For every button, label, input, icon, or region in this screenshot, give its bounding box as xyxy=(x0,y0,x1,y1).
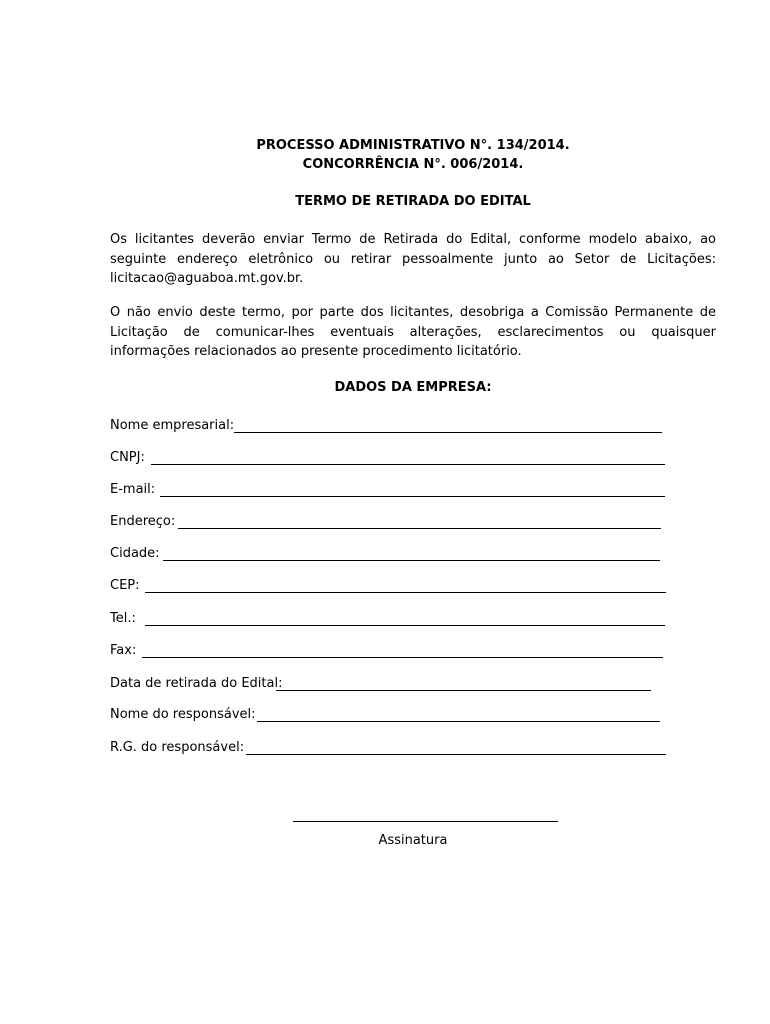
fax-label: Fax: xyxy=(110,643,137,658)
responsible-rg-label: R.G. do responsável: xyxy=(110,740,245,755)
cep-blank-line xyxy=(145,592,666,593)
fax-field xyxy=(110,641,663,661)
city-field xyxy=(110,544,660,564)
fax-blank-line xyxy=(142,657,663,658)
cnpj-label: CNPJ: xyxy=(110,450,145,465)
signature-label: Assinatura xyxy=(378,833,448,848)
cnpj-field xyxy=(110,448,665,468)
instructions-paragraph: Os licitantes deverão enviar Termo de Retirada do Edital, conforme modelo abaixo, ao seguinte endereço eletrônico ou retirar pessoalmente junto ao Setor de Licitações: licitacao@aguaboa.mt.gov.br. xyxy=(110,232,716,286)
email-blank-line xyxy=(160,496,665,497)
cep-field xyxy=(110,576,666,596)
address-blank-line xyxy=(178,528,661,529)
phone-label: Tel.: xyxy=(110,611,136,626)
competition-number-heading: CONCORRÊNCIA N°. 006/2014. xyxy=(302,157,524,172)
cep-label: CEP: xyxy=(110,578,140,593)
document-title: TERMO DE RETIRADA DO EDITAL xyxy=(295,194,531,209)
withdrawal-date-blank-line xyxy=(276,690,651,691)
email-label: E-mail: xyxy=(110,482,156,497)
withdrawal-date-label: Data de retirada do Edital: xyxy=(110,676,283,691)
city-blank-line xyxy=(163,560,660,561)
phone-blank-line xyxy=(145,625,665,626)
address-field xyxy=(110,512,661,532)
city-label: Cidade: xyxy=(110,546,160,561)
responsible-rg-field xyxy=(110,738,666,758)
withdrawal-date-field xyxy=(110,674,651,694)
phone-field xyxy=(110,609,665,629)
disclaimer-paragraph: O não envio deste termo, por parte dos licitantes, desobriga a Comissão Permanente de Licitação de comunicar-lhes eventuais alterações, esclarecimentos ou quaisquer informações relacionados ao presente procedimento licitatório. xyxy=(110,305,716,359)
company-name-label: Nome empresarial: xyxy=(110,418,235,433)
cnpj-blank-line xyxy=(151,464,665,465)
responsible-rg-blank-line xyxy=(246,754,666,755)
company-data-section-title: DADOS DA EMPRESA: xyxy=(334,380,492,395)
signature-line xyxy=(293,821,558,822)
process-number-heading: PROCESSO ADMINISTRATIVO N°. 134/2014. xyxy=(256,138,570,153)
company-name-field xyxy=(110,416,662,436)
responsible-name-blank-line xyxy=(257,721,660,722)
address-label: Endereço: xyxy=(110,514,176,529)
responsible-name-label: Nome do responsável: xyxy=(110,707,256,722)
company-name-blank-line xyxy=(234,432,662,433)
responsible-name-field xyxy=(110,705,660,725)
email-field xyxy=(110,480,665,500)
